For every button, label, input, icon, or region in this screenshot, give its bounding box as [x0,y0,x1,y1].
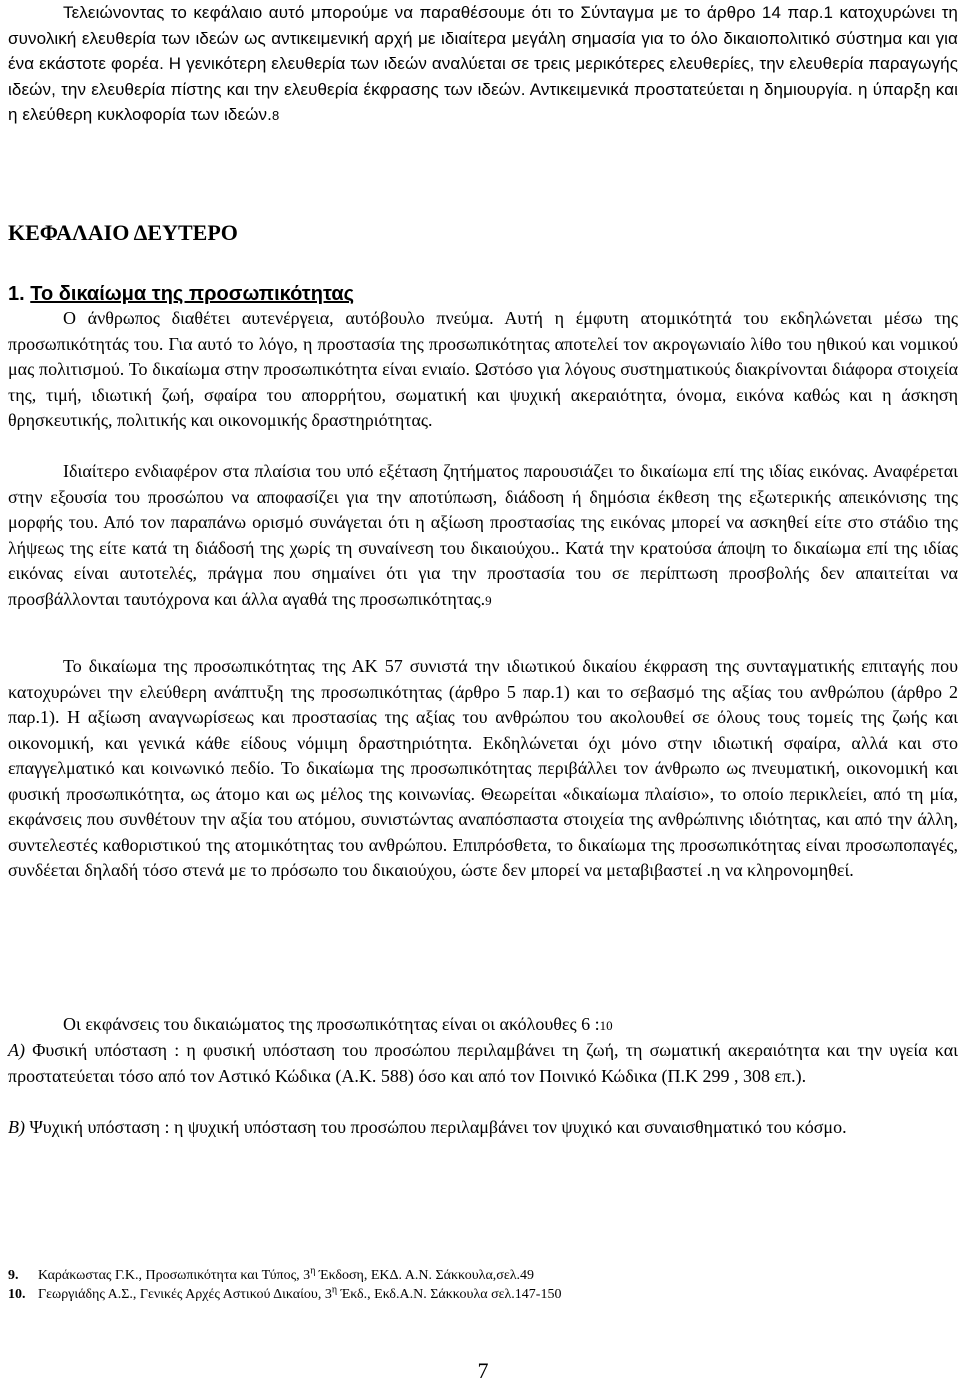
list-item-a-text: Φυσική υπόσταση : η φυσική υπόσταση του προσώπου περιλαμβάνει τη ζωή, τη σωματική ακεραιότητα και την υγεία και προστατεύεται τόσο από τον Αστικό Κώδικα (Α.Κ. 588) όσο και από τον Ποινικό Κώδικα (Π.Κ 299 , 308 επ.). [8,1040,958,1086]
paragraph-image-right [8,459,958,613]
footnote-text-end: Έκδ., Εκδ.Α.Ν. Σάκκουλα σελ.147-150 [337,1287,562,1302]
footnote-number: 9. [8,1268,19,1283]
footnote-superscript: η [310,1265,316,1277]
paragraph-personality: Ο άνθρωπος διαθέτει αυτενέργεια, αυτόβουλο πνεύμα. Αυτή η έμφυτη ατομικότητά του εκδηλώνεται μέσω της προσωπικότητάς του. Για αυτό το λόγο, η προστασία της προσωπικότητας αποτελεί τον ακρογωνιαίο λίθο του ηθικού και νομικού μας πολιτισμού. Το δικαίωμα στην προσωπικότητα είναι ενιαίο. Ωστόσο για λόγους συστηματικούς διακρίνονται διάφορα στοιχεία της, τιμή, ιδιωτική ζωή, σφαίρα του απορρήτου, σωματική και ψυχική ακεραιότητα, όνομα, εικόνα καθώς και η άσκηση θρησκευτικής, πολιτικής και οικονομικής δραστηριότητας. [8,308,958,430]
list-item-b-text: Ψυχική υπόσταση : η ψυχική υπόσταση του προσώπου περιλαμβάνει τον ψυχικό και συναισθηματικό του κόσμο. [25,1117,847,1137]
paragraph-manifestations [8,1012,958,1039]
section-title [8,280,354,308]
footnote-ref-9: 9 [485,592,492,608]
intro-paragraph [8,0,958,129]
footnote-text: Καράκωστας Γ.Κ., Προσωπικότητα και Τύπος, 3 [38,1268,311,1283]
paragraph-manifestations-text: Οι εκφάνσεις του δικαιώματος της προσωπικότητας είναι οι ακόλουθες 6 : [63,1014,600,1034]
list-item-a-label: Α) [8,1040,25,1060]
page-number: 7 [477,1358,489,1383]
footnote-text: Γεωργιάδης Α.Σ., Γενικές Αρχές Αστικού Δικαίου, 3 [38,1287,332,1302]
paragraph-ak57: Το δικαίωμα της προσωπικότητας της ΑΚ 57 συνιστά την ιδιωτικού δικαίου έκφραση της συνταγματικής επιταγής που κατοχυρώνει την ελεύθερη ανάπτυξη της προσωπικότητας (άρθρο 5 παρ.1) και το σεβασμό της αξίας του ανθρώπου (άρθρο 2 παρ.1). Η αξίωση αναγνωρίσεως και προστασίας της αξίας του ανθρώπου του ακολουθεί σε όλους τους τομείς της ζωής και οικονομική, και γενικά κάθε είδους νόμιμη δραστηριότητα. Εκδηλώνεται όχι μόνο στην ιδιωτική σφαίρα, αλλά και στο επαγγελματικό και κοινωνικό πεδίο. Το δικαίωμα της προσωπικότητας περιβάλλει τον άνθρωπο ως πνευματική, οικονομική και φυσική προσωπικότητα, ως άτομο και ως μέλος της κοινωνίας. Θεωρείται «δικαίωμα πλαίσιο», το οποίο περικλείει, από τη μία, εκφάνσεις που συνθέτουν την αξία του ατόμου, συνιστώντας αναπόσπαστα στοιχεία της ανθρώπινης ιδιότητας, και από την άλλη, συντελεστές καθοριστικού της ατομικότητας του ανθρώπου. Επιπρόσθετα, το δικαίωμα της προσωπικότητας είναι προσωποπαγές, συνδέεται δηλαδή τόσο στενά με το πρόσωπο του δικαιούχου, ώστε δεν μπορεί να μεταβιβαστεί .η να κληρονομηθεί. [8,656,958,880]
footnote-number: 10. [8,1287,26,1302]
list-item-b-label: Β) [8,1117,25,1137]
footnote-superscript: η [331,1284,338,1296]
list-item-psychic [8,1115,958,1141]
footnote-9 [8,1266,534,1286]
footnote-ref-10: 10 [599,1018,613,1033]
paragraph-image-right-text: Ιδιαίτερο ενδιαφέρον στα πλαίσια του υπό εξέταση ζητήματος παρουσιάζει το δικαίωμα επί της ιδίας εικόνας. Αναφέρεται στην εξουσία του προσώπου να αποφασίζει για την αποτύπωση, διάδοση ή δημόσια έκθεση της εξωτερικής απεικόνισης της μορφής του. Από τον παραπάνω ορισμό συνάγεται ότι η αξίωση προστασίας της εικόνας μπορεί να ασκηθεί είτε στο στάδιο της λήψεως της είτε κατά τη διάδοσή της χωρίς τη συναίνεση του δικαιούχου.. Κατά την κρατούσα άποψη το δικαίωμα επί της ιδίας εικόνας είναι αυτοτελές, πράγμα που σημαίνει ότι για την προστασία του σε περίπτωση προσβολής δεν απαιτείται να προσβάλλονται ταυτόχρονα και άλλα αγαθά της προσωπικότητας. [8,461,958,609]
list-item-physical [8,1038,958,1089]
footnote-ref-8: 8 [271,108,280,123]
footnote-text-end: Έκδοση, ΕΚΔ. Α.Ν. Σάκκουλα,σελ.49 [315,1268,535,1283]
section-title-text: Το δικαίωμα της προσωπικότητας [30,283,355,305]
footnote-10 [8,1285,561,1305]
intro-text: Τελειώνοντας το κεφάλαιο αυτό μπορούμε να παραθέσουμε ότι το Σύνταγμα με το άρθρο 14 παρ.1 κατοχυρώνει τη συνολική ελευθερία των ιδεών ως αντικειμενική αρχή με ιδιαίτερα μεγάλη σημασία για το όλο δικαιοπολιτικό σύστημα και για ένα εκάστοτε φορέα. Η γενικότερη ελευθερία των ιδεών αναλύεται σε τρεις μερικότερες ελευθερίες, την ελευθερία παραγωγής ιδεών, την ελευθερία πίστης και την ελευθερία έκφρασης των ιδεών. Αντικειμενικά προστατεύεται η δημιουργία. η ύπαρξη και η ελεύθερη κυκλοφορία των ιδεών. [8,3,958,124]
chapter-heading: ΚΕΦΑΛΑΙΟ ΔΕΥΤΕΡΟ [8,220,238,245]
section-number: 1. [8,283,25,305]
